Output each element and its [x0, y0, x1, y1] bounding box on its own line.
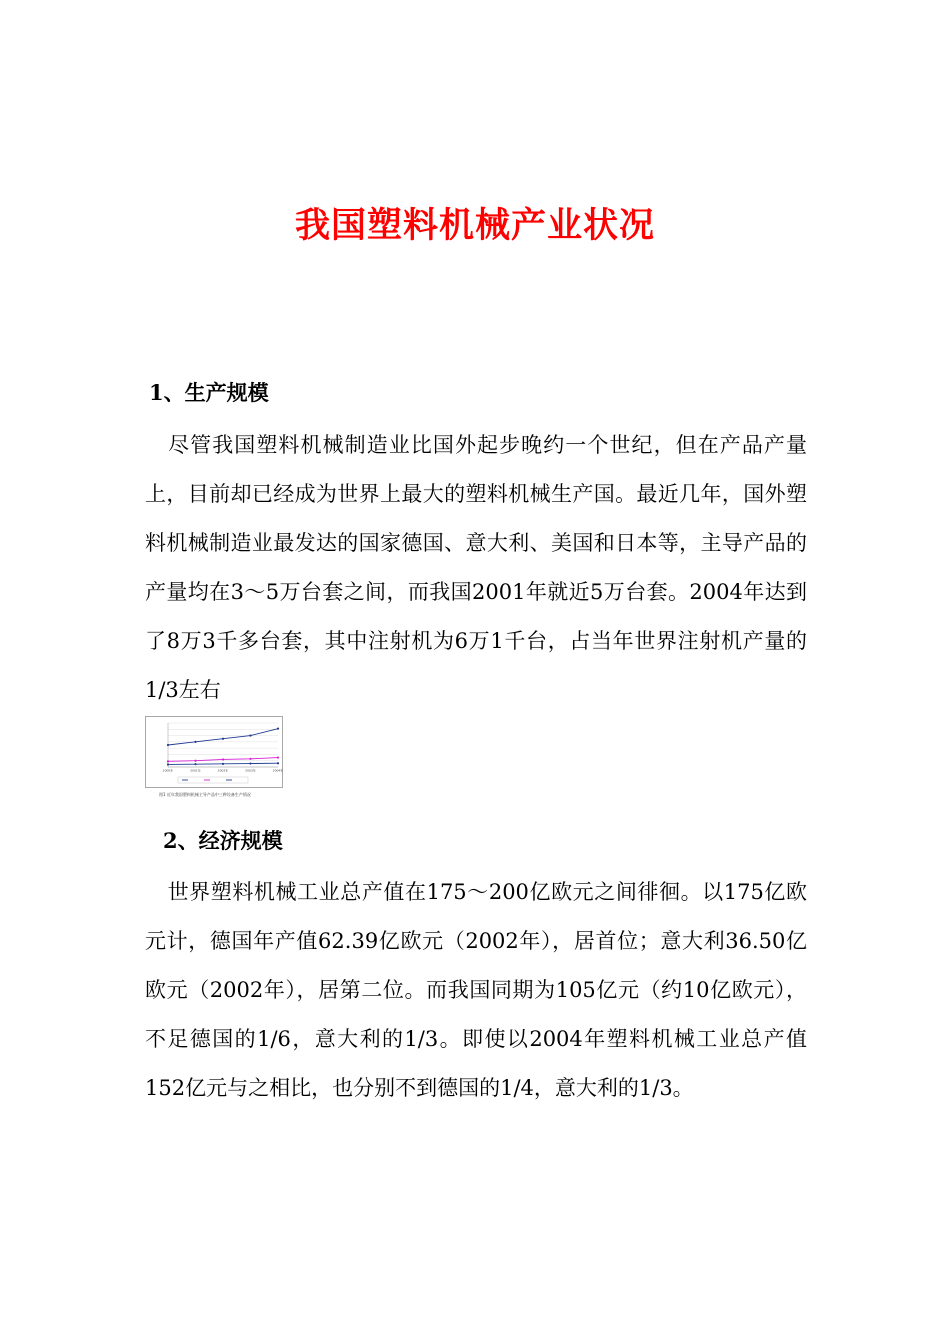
section-paragraph-production-scale [145, 421, 807, 715]
x-tick-label: 2000年 [162, 768, 174, 773]
data-point [194, 760, 196, 762]
data-point [277, 762, 279, 764]
line-chart [146, 717, 282, 787]
data-point [249, 758, 251, 760]
data-point [222, 763, 224, 765]
x-tick-label: 2001年 [190, 768, 201, 773]
data-point [167, 744, 169, 746]
x-tick-label: 2002年 [217, 768, 229, 773]
chart-legend [178, 777, 248, 783]
chart-frame [145, 716, 283, 788]
section-heading-economic-scale: 2、经济规模 [163, 828, 283, 853]
section-paragraph-economic-scale [145, 868, 807, 1113]
data-point [249, 762, 251, 764]
data-point [167, 763, 169, 765]
figure-production-chart [145, 716, 285, 808]
paragraph-text: 世界塑料机械工业总产值在175～200亿欧元之间徘徊。以175亿欧元计，德国年产值62.39亿欧元（2002年），居首位；意大利36.50亿欧元（2002年），居第二位。而我国同期为105亿元（约10亿欧元），不足德国的1/6，意大利的1/3。即使以2004年塑料机械工业总产值152亿元与之相比，也分别不到德国的1/4，意大利的1/3。 [145, 880, 807, 1100]
x-tick-label: 2004年 [272, 768, 284, 773]
chart-series [167, 728, 279, 766]
section-heading-production-scale: 1、生产规模 [149, 380, 269, 405]
page-title: 我国塑料机械产业状况 [294, 205, 655, 246]
data-point [167, 760, 169, 762]
data-point [222, 758, 224, 760]
chart-x-ticks [163, 768, 284, 773]
figure-caption: 图1 近年我国塑料机械主导产品中三种设备生产情况 [159, 792, 251, 797]
data-point [277, 756, 279, 758]
data-point [222, 738, 224, 740]
x-tick-label: 2003年 [245, 768, 256, 773]
series-line-1 [168, 729, 278, 745]
data-point [194, 763, 196, 765]
legend-box [178, 777, 248, 783]
data-point [277, 728, 279, 730]
data-point [249, 734, 251, 736]
data-point [194, 741, 196, 743]
paragraph-text: 尽管我国塑料机械制造业比国外起步晚约一个世纪，但在产品产量上，目前却已经成为世界上最大的塑料机械生产国。最近几年，国外塑料机械制造业最发达的国家德国、意大利、美国和日本等，主导产品的产量均在3～5万台套之间，而我国2001年就近5万台套。2004年达到了8万3千多台套，其中注射机为6万1千台，占当年世界注射机产量的1/3左右 [145, 433, 807, 702]
